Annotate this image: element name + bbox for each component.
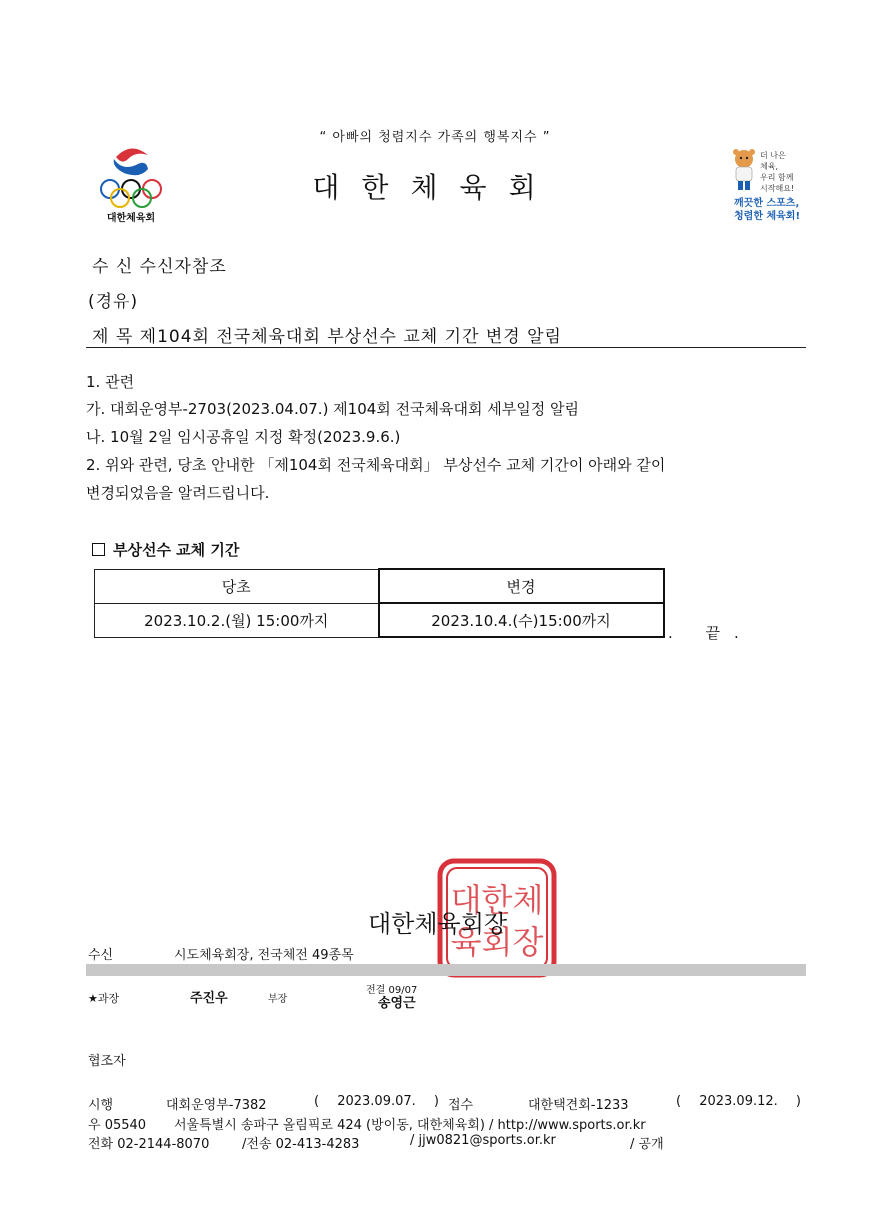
mascot-badge [728,148,810,224]
logo-label: 대한체육회 [106,213,156,224]
org-title: 대한체육회 [312,171,558,204]
body-line-2b: 변경되었음을 알려드립니다. [86,484,270,502]
approver2-name: 송영근 [378,996,416,1011]
signer-title: 대한체육회장 [368,910,508,938]
approver2-role: 부장 [268,994,288,1005]
table-header-changed: 변경 [379,569,664,603]
mascot-slogan-line2: 청렴한 체육회! [734,211,801,222]
recipients-label: 수신 [88,948,114,963]
table-header-row [95,569,664,603]
header-divider [86,347,806,348]
via-row: (경유) [88,292,139,312]
svg-text:대한체: 대한체 [450,881,544,919]
fax: /전송 02-413-4283 [242,1137,360,1152]
table-cell-changed: 2023.10.4.(수)15:00까지 [379,603,664,637]
issue-number: 대회운영부-7382 [166,1098,267,1113]
section-title: 부상선수 교체 기간 [92,539,239,560]
approver2-date: 전결 09/07 [366,985,418,996]
table-cell-original: 2023.10.2.(월) 15:00까지 [95,603,379,637]
receipt-date: ( 2023.09.12. ) [676,1094,801,1109]
mascot-slogan-line1: 깨끗한 스포츠, [734,198,800,209]
slogan: “ 아빠의 청렴지수 가족의 행복지수 ” [319,130,551,145]
collaborator-label: 협조자 [88,1054,126,1069]
mascot-icon [728,148,760,192]
receipt-label: 접수 [448,1098,474,1113]
body-line-2: 2. 위와 관련, 당초 안내한 「제104회 전국체육대회」 부상선수 교체 기간이 아래와 같이 [86,456,666,474]
body-line-1b: 나. 10월 2일 임시공휴일 지정 확정(2023.9.6.) [86,428,401,446]
disclosure: / 공개 [630,1137,664,1152]
body-line-1a: 가. 대회운영부-2703(2023.04.07.) 제104회 전국체육대회 세부일정 알림 [86,400,579,418]
receipt-number: 대한택견회-1233 [528,1098,629,1113]
recipients-value: 시도체육회장, 전국체전 49종목 [174,948,354,963]
subject-row: 제 목 제104회 전국체육대회 부상선수 교체 기간 변경 알림 [92,327,562,347]
issue-date: ( 2023.09.07. ) [314,1094,439,1109]
mascot-text: 더 나은 체육, 우리 함께 시작해요! [760,151,795,193]
address: 서울특별시 송파구 올림픽로 424 (방이동, 대한체육회) / http://www.sports.or.kr [174,1118,646,1133]
phone: 전화 02-2144-8070 [88,1137,210,1152]
postal-code: 우 05540 [88,1118,147,1133]
email: / jjw0821@sports.or.kr [410,1133,556,1148]
issue-label: 시행 [88,1098,114,1113]
end-mark: . 끝. [668,624,753,642]
table-header-original: 당초 [95,569,379,603]
body-line-1: 1. 관련 [86,373,135,391]
recipient-row: 수 신 수신자참조 [92,257,227,277]
divider-bar [86,964,806,976]
table-row [95,603,664,637]
approver1-name: 주진우 [190,991,228,1006]
checkbox-square-icon [92,543,105,556]
period-table [94,568,665,638]
svg-text:육회장: 육회장 [450,923,544,961]
approver1-role: ★과장 [88,992,120,1005]
